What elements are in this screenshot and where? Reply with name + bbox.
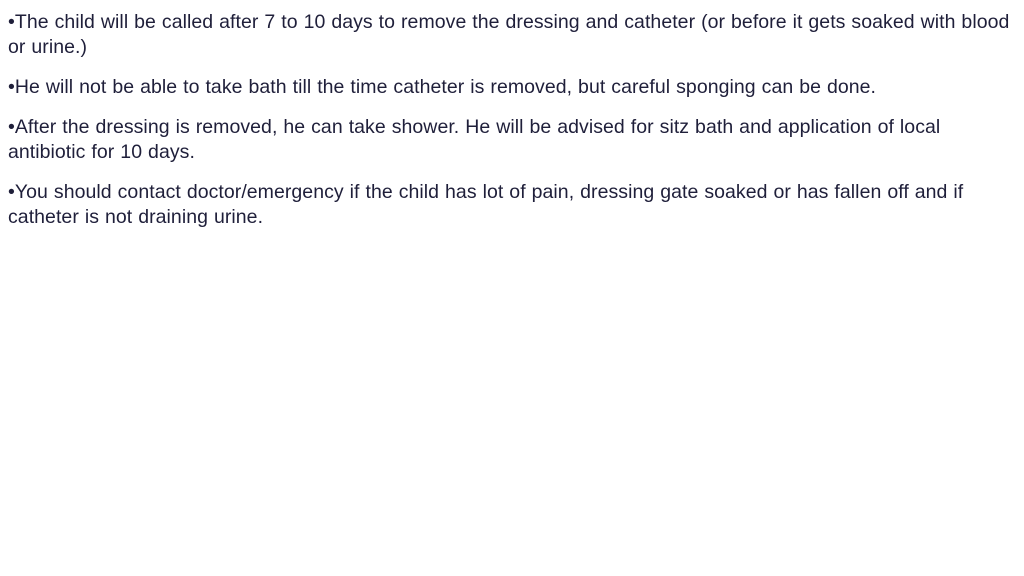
instruction-paragraph-bathing: •He will not be able to take bath till the time catheter is removed, but careful sponging can be done. <box>8 76 877 98</box>
instruction-paragraph-dressing-removal: •The child will be called after 7 to 10 days to remove the dressing and catheter (or before it gets soaked with blood or urine.) <box>8 11 1010 58</box>
instruction-paragraph-shower-sitz-bath: •After the dressing is removed, he can take shower. He will be advised for sitz bath and application of local antibiotic for 10 days. <box>8 116 941 163</box>
instruction-paragraph-contact-doctor: •You should contact doctor/emergency if the child has lot of pain, dressing gate soaked or has fallen off and if catheter is not draining urine. <box>8 181 964 228</box>
instructions-text-block <box>8 10 1020 245</box>
